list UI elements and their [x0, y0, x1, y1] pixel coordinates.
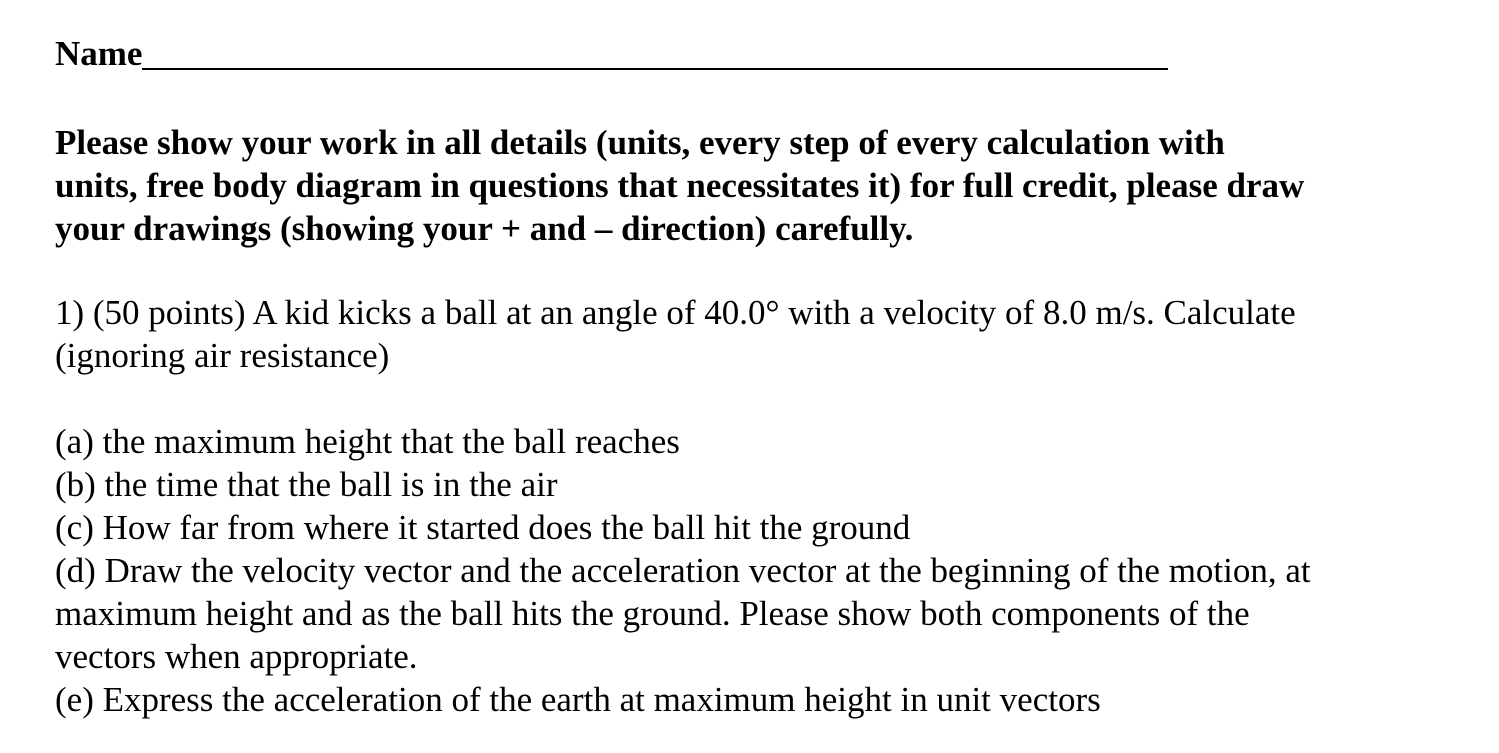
part-b: (b) the time that the ball is in the air [55, 465, 558, 504]
part-d-continued: maximum height and as the ball hits the ground. Please show both components of the [55, 594, 1250, 633]
question-1-parts [55, 420, 1475, 721]
question-line: (ignoring air resistance) [55, 336, 390, 375]
name-blank-line [142, 68, 1168, 70]
part-d: (d) Draw the velocity vector and the acceleration vector at the beginning of the motion, at [55, 551, 1311, 590]
instructions-line: your drawings (showing your + and – direction) carefully. [55, 209, 914, 248]
name-field [55, 34, 1168, 74]
question-line: 1) (50 points) A kid kicks a ball at an angle of 40.0° with a velocity of 8.0 m/s. Calculate [55, 293, 1296, 332]
part-d-continued: vectors when appropriate. [55, 637, 418, 676]
instructions-line: units, free body diagram in questions that necessitates it) for full credit, please draw [55, 166, 1305, 205]
part-c: (c) How far from where it started does the ball hit the ground [55, 508, 911, 547]
part-e: (e) Express the acceleration of the earth at maximum height in unit vectors [55, 680, 1101, 719]
question-1-prompt [55, 291, 1475, 377]
instructions-line: Please show your work in all details (units, every step of every calculation with [55, 123, 1225, 162]
name-label: Name [55, 34, 143, 73]
part-a: (a) the maximum height that the ball reaches [55, 422, 680, 461]
instructions-paragraph [55, 121, 1475, 250]
